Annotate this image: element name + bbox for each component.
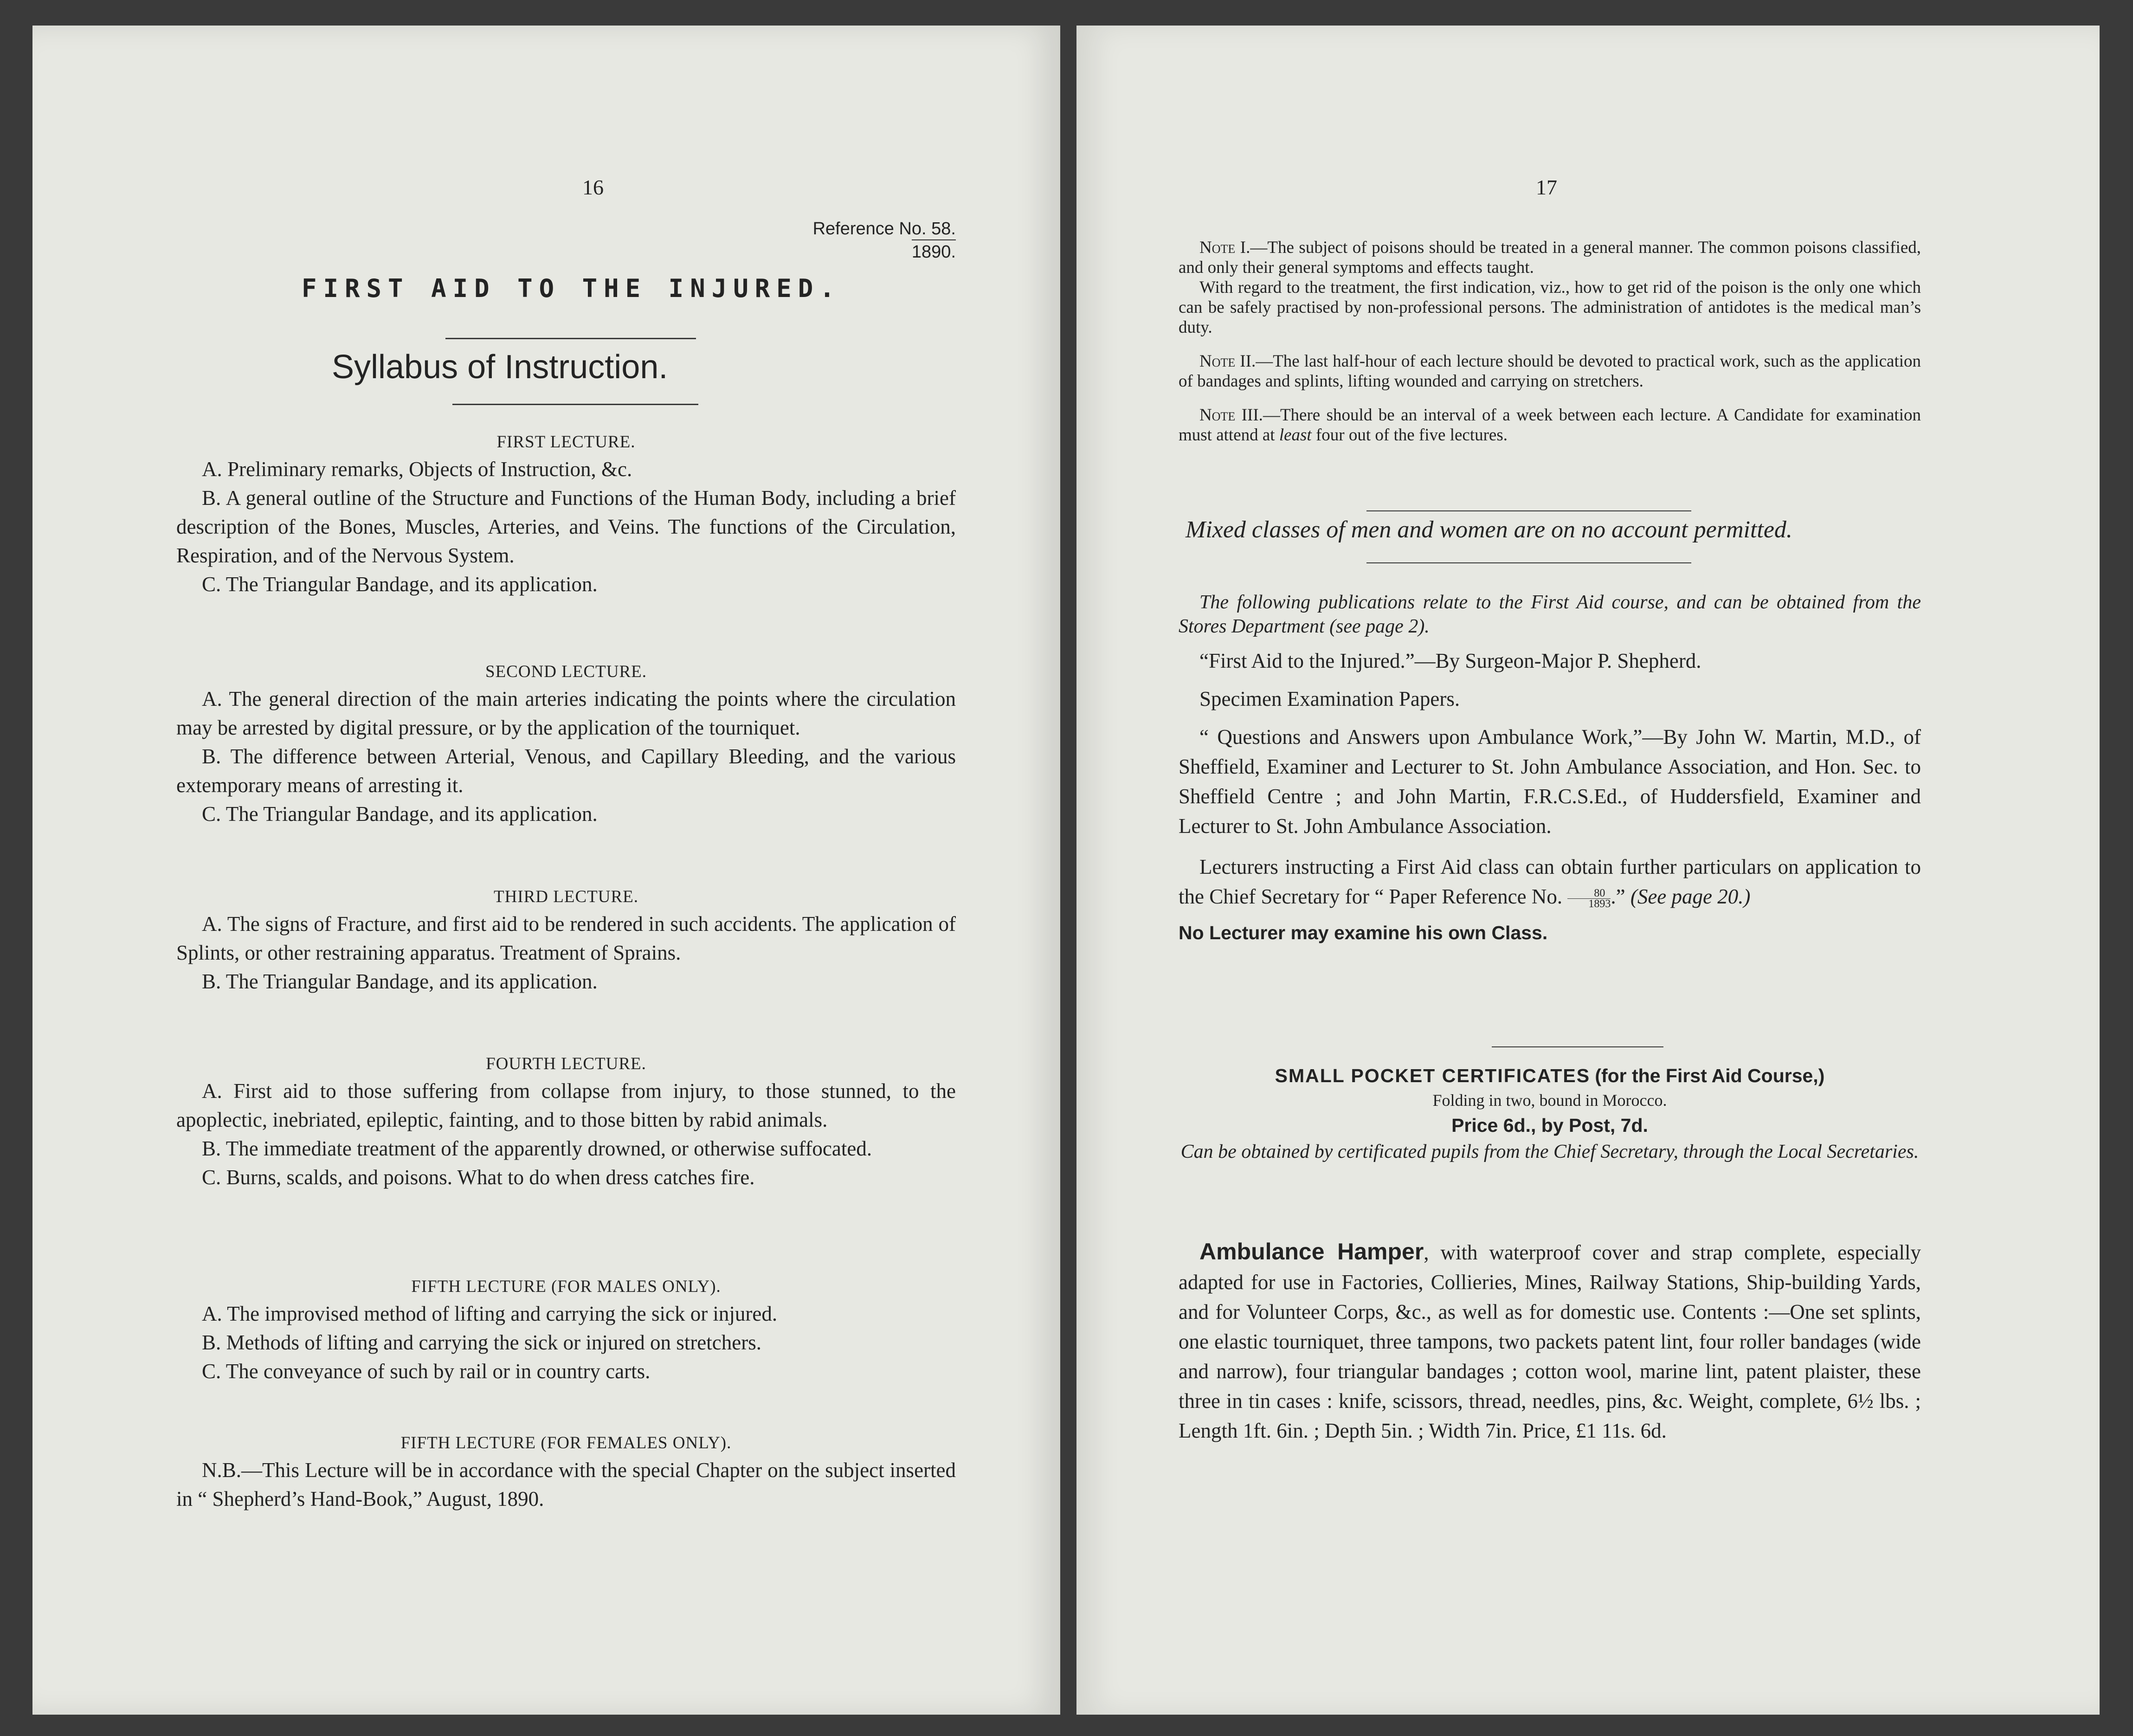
lecture-item: A. The improvised method of lifting and carrying the sick or injured.: [202, 1302, 778, 1325]
divider: [452, 404, 698, 405]
note-text: —There should be an interval of a week between each lecture. A Candidate for examination must attend at: [1179, 406, 1921, 445]
certificates-paren: (for the First Aid Course,): [1595, 1065, 1825, 1086]
certificates-title: SMALL POCKET CERTIFICATES: [1275, 1065, 1591, 1086]
notes-section: [1179, 238, 1921, 445]
see-page-ref: (See page 20.): [1630, 885, 1751, 908]
reference-block: [752, 218, 956, 263]
lecture-heading: FIFTH LECTURE (FOR FEMALES ONLY).: [400, 1433, 732, 1452]
note-1-continued: With regard to the treatment, the first indication, viz., how to get rid of the poison is the only one which can be safely practised by non-professional persons. The administration of antidotes is the medical man’s duty.: [1179, 278, 1921, 337]
certificates-section: [1179, 1063, 1921, 1165]
note-emphasis: least: [1279, 426, 1312, 445]
hamper-text: , with waterproof cover and strap complete, especially adapted for use in Factories, Collieries, Mines, Railway Stations, Ship-building Yards, and for Volunteer Corps, &c., as well as for domestic use. Contents :—One set splints, one elastic tourniquet, three tampons, two packets patent lint, four roller bandages (wide and narrow), four triangular bandages ; cotton wool, marine lint, patent plaister, these three in tin cases : knife, scissors, thread, needles, pins, &c. Weight, complete, 6½ lbs. ; Length 1ft. 6in. ; Depth 5in. ; Width 7in. Price, £1 11s. 6d.: [1179, 1241, 1921, 1442]
reference-fraction: [1567, 888, 1611, 909]
page-number: 17: [1536, 175, 1557, 199]
lecture-item: B. The Triangular Bandage, and its application.: [202, 970, 598, 993]
lecture-item: B. Methods of lifting and carrying the sick or injured on stretchers.: [202, 1331, 761, 1354]
reference-year: 1890.: [912, 239, 956, 263]
hamper-paragraph: [1179, 1237, 1921, 1446]
divider: [1366, 562, 1691, 563]
publications-section: [1179, 590, 1921, 948]
certificates-heading: [1179, 1063, 1921, 1089]
lecture-heading: FOURTH LECTURE.: [486, 1054, 646, 1073]
hamper-section: [1179, 1237, 1921, 1446]
publications-intro: The following publications relate to the First Aid course, and can be obtained from the Stores Department (see page 2).: [1179, 592, 1921, 637]
publication-item: “First Aid to the Injured.”—By Surgeon-Major P. Shepherd.: [1199, 649, 1701, 672]
fraction-denominator: 1893: [1588, 898, 1611, 910]
lecture-section: [176, 884, 956, 996]
lecture-section: [176, 1430, 956, 1513]
reference-number: Reference No. 58.: [812, 219, 956, 239]
lecture-item: B. The immediate treatment of the apparently drowned, or otherwise suffocated.: [202, 1137, 872, 1160]
lecture-item: A. The general direction of the main arteries indicating the points where the circulation may be arrested by digital pressure, or by the application of the tourniquet.: [176, 687, 956, 739]
publication-item: Specimen Examination Papers.: [1199, 687, 1460, 710]
hamper-title: Ambulance Hamper: [1199, 1239, 1424, 1265]
note-2: [1179, 351, 1921, 391]
lecture-section: [176, 1274, 956, 1386]
note-3: [1179, 405, 1921, 445]
lecture-item: C. The Triangular Bandage, and its application.: [202, 573, 598, 596]
page-number: 16: [582, 175, 604, 199]
lecture-item: A. First aid to those suffering from collapse from injury, to those stunned, to the apoplectic, inebriated, epileptic, fainting, and to those bitten by rabid animals.: [176, 1079, 956, 1131]
document-subtitle: Syllabus of Instruction.: [332, 348, 668, 386]
publication-item: “ Questions and Answers upon Ambulance Work,”—By John W. Martin, M.D., of Sheffield, Examiner and Lecturer to St. John Ambulance Association, and Hon. Sec. to Sheffield Centre ; and John Martin, F.R.C.S.Ed., of Huddersfield, Examiner and Lecturer to St. John Ambulance Association.: [1179, 725, 1921, 838]
no-lecturer-notice: No Lecturer may examine his own Class.: [1179, 922, 1548, 943]
folding-note: Folding in two, bound in Morocco.: [1432, 1091, 1667, 1110]
lecture-item: N.B.—This Lecture will be in accordance with the special Chapter on the subject inserted in “ Shepherd’s Hand-Book,” August, 1890.: [176, 1458, 956, 1510]
certificates-note: Can be obtained by certificated pupils from the Chief Secretary, through the Local Secretaries.: [1180, 1141, 1919, 1162]
fraction-numerator: 80: [1567, 888, 1611, 899]
note-1: [1179, 238, 1921, 278]
lecture-item: C. The conveyance of such by rail or in country carts.: [202, 1360, 651, 1383]
lecture-heading: FIFTH LECTURE (FOR MALES ONLY).: [411, 1277, 721, 1296]
lecture-heading: SECOND LECTURE.: [485, 662, 647, 681]
divider: [445, 338, 696, 339]
mixed-classes-notice: Mixed classes of men and women are on no account permitted.: [1186, 516, 1792, 543]
divider: [1492, 1046, 1663, 1047]
lecture-section: [176, 659, 956, 828]
lecture-item: A. The signs of Fracture, and first aid to be rendered in such accidents. The application of Splints, or other restraining apparatus. Treatment of Sprains.: [176, 912, 956, 964]
note-label: Note II.: [1199, 352, 1256, 371]
lecture-item: B. A general outline of the Structure and Functions of the Human Body, including a brief description of the Bones, Muscles, Arteries, and Veins. The functions of the Circulation, Respiration, and of the Nervous System.: [176, 486, 956, 567]
note-text: —The subject of poisons should be treated in a general manner. The common poisons classified, and only their general symptoms and effects taught.: [1179, 238, 1921, 277]
lecture-item: C. Burns, scalds, and poisons. What to do when dress catches fire.: [202, 1166, 755, 1189]
lecture-item: C. The Triangular Bandage, and its application.: [202, 802, 598, 826]
divider: [1366, 510, 1691, 511]
note-text: —The last half-hour of each lecture should be devoted to practical work, such as the application of bandages and splints, lifting wounded and carrying on stretchers.: [1179, 352, 1921, 391]
document-title: FIRST AID TO THE INJURED.: [302, 274, 841, 303]
lecturers-text: Lecturers instructing a First Aid class can obtain further particulars on application to the Chief Secretary for “ Paper Reference No.: [1179, 855, 1921, 908]
note-label: Note I.: [1199, 238, 1250, 257]
lecture-item: A. Preliminary remarks, Objects of Instruction, &c.: [202, 458, 632, 481]
note-label: Note III.: [1199, 406, 1263, 425]
lecture-section: [176, 1051, 956, 1192]
lecturers-paragraph: Lecturers instructing a First Aid class can obtain further particulars on application to the Chief Secretary for “ Paper Reference No. $\frac{80}{1893}$ .” (See page 20.): [1179, 855, 1921, 910]
note-text: four out of the five lectures.: [1311, 426, 1508, 445]
lecture-heading: THIRD LECTURE.: [493, 887, 639, 906]
lecture-section: [176, 429, 956, 599]
lecture-item: B. The difference between Arterial, Venous, and Capillary Bleeding, and the various extemporary means of arresting it.: [176, 745, 956, 797]
lecture-heading: FIRST LECTURE.: [496, 432, 636, 452]
price-line: Price 6d., by Post, 7d.: [1451, 1115, 1648, 1136]
